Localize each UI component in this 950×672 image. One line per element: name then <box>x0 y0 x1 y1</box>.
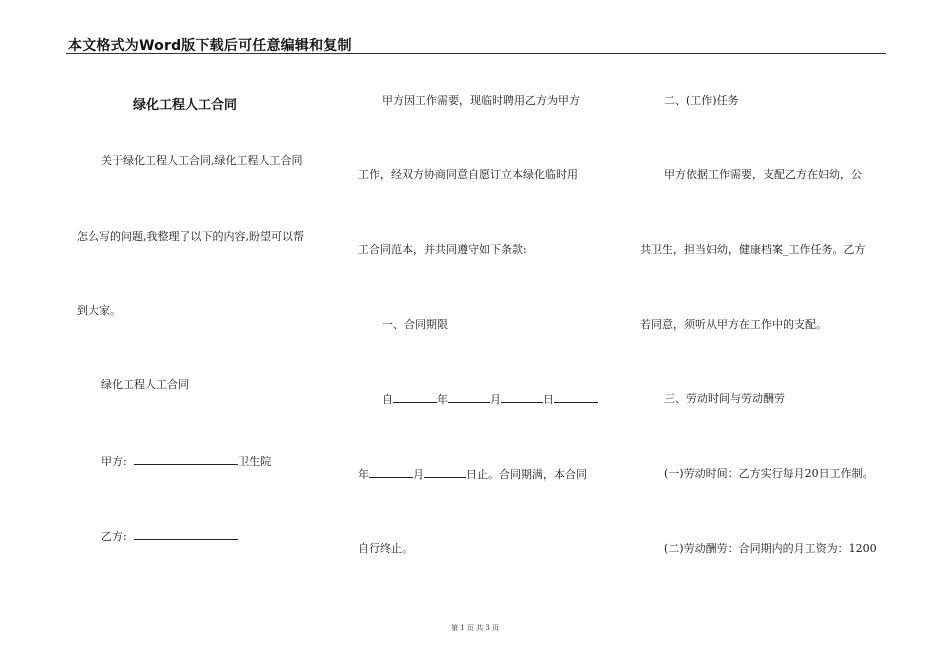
party-a-suffix: 卫生院 <box>238 455 272 468</box>
party-a-blank <box>134 454 238 465</box>
day-label: 日 <box>543 393 554 406</box>
document-title: 绿化工程人工合同 <box>133 98 238 113</box>
page-number: 第 1 页 共 3 页 <box>450 624 500 632</box>
month-label: 月 <box>490 393 501 406</box>
end-year-label: 年 <box>358 468 369 481</box>
col2-line-1: 甲方因工作需要，现临时聘用乙方为甲方 <box>382 94 580 107</box>
work-task-heading: 二、(工作)任务 <box>664 94 739 107</box>
party-b-line <box>101 529 238 544</box>
end-month-label: 月 <box>413 468 424 481</box>
party-b-label: 乙方: <box>101 530 127 543</box>
start-day-blank <box>501 392 543 403</box>
col1-line-1: 关于绿化工程人工合同,绿化工程人工合同 <box>101 154 303 167</box>
col3-line-3: 共卫生，担当妇幼，健康档案_工作任务。乙方 <box>640 243 866 256</box>
end-day-blank <box>424 467 466 478</box>
col3-line-2: 甲方依据工作需要，支配乙方在妇幼，公 <box>664 168 862 181</box>
end-month-blank <box>369 467 413 478</box>
col3-line-4: 若同意，须听从甲方在工作中的支配。 <box>640 318 827 331</box>
end-text: 日止。合同期满，本合同 <box>466 468 587 481</box>
col1-line-2: 怎么写的问题,我整理了以下的内容,盼望可以帮 <box>77 230 304 243</box>
document-header: 本文格式为Word版下载后可任意编辑和复制 <box>68 38 352 54</box>
start-year-blank <box>393 392 437 403</box>
col3-line-7: (二)劳动酬劳：合同期内的月工资为：1200 <box>664 542 877 555</box>
contract-end-date-line <box>358 467 587 482</box>
contract-start-date-line <box>382 392 598 407</box>
col1-line-3: 到大家。 <box>77 304 121 317</box>
header-divider <box>66 53 886 54</box>
col3-line-6: (一)劳动时间：乙方实行每月20日工作制。 <box>664 467 874 480</box>
party-b-blank <box>134 529 238 540</box>
party-a-label: 甲方: <box>101 455 127 468</box>
contract-term-heading: 一、合同期限 <box>382 318 448 331</box>
start-month-blank <box>448 392 490 403</box>
end-year-blank <box>554 392 598 403</box>
col2-line-2: 工作，经双方协商同意自愿订立本绿化临时用 <box>358 168 578 181</box>
party-a-line <box>101 454 271 469</box>
from-label: 自 <box>382 393 393 406</box>
year-label: 年 <box>437 393 448 406</box>
col2-line-3: 工合同范本，并共同遵守如下条款: <box>358 243 527 256</box>
work-time-pay-heading: 三、劳动时间与劳动酬劳 <box>664 392 785 405</box>
col2-line-7: 自行终止。 <box>358 542 413 555</box>
col1-line-4: 绿化工程人工合同 <box>101 378 189 391</box>
